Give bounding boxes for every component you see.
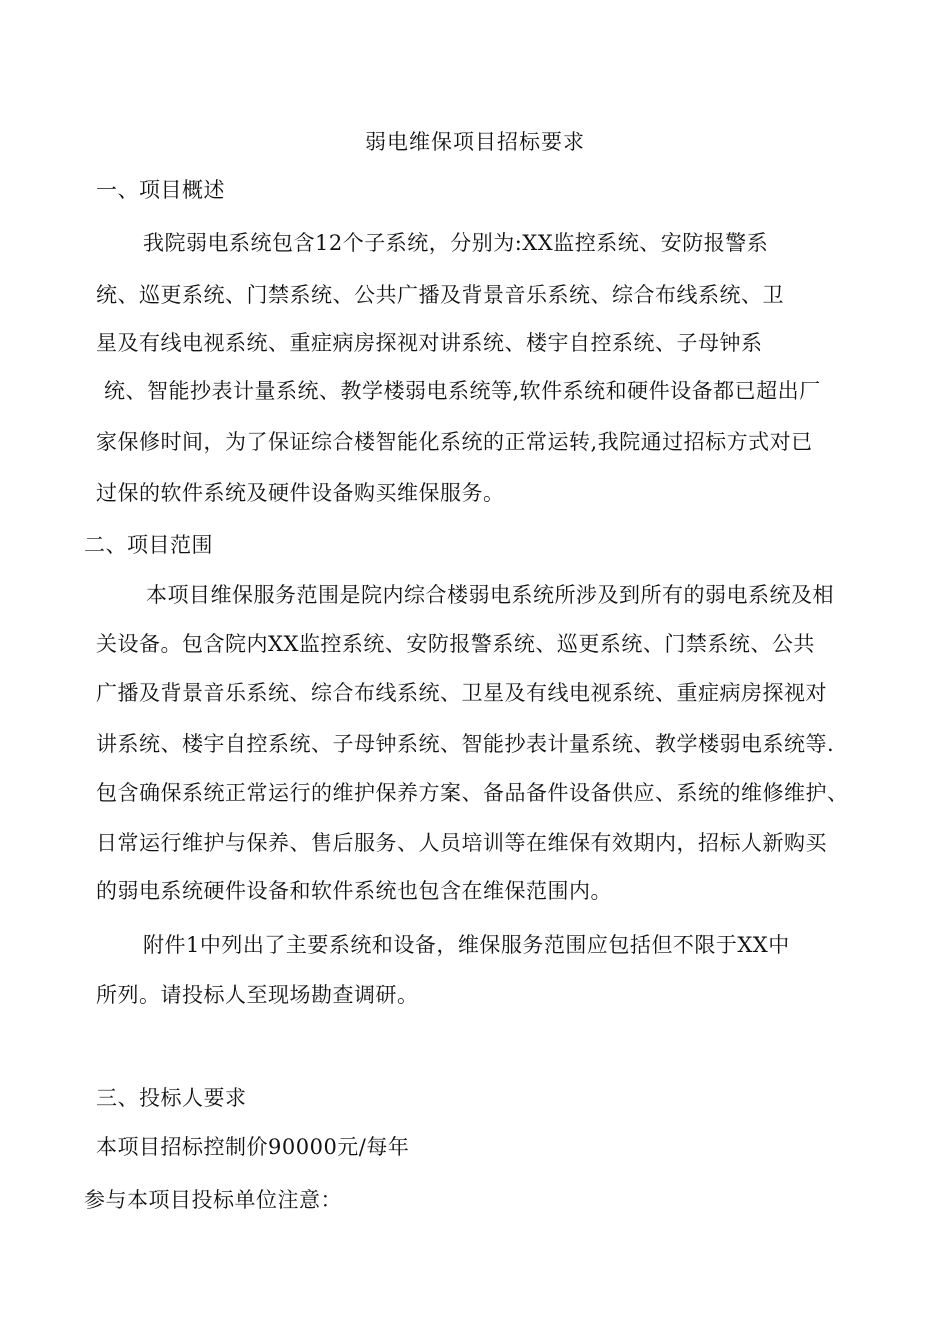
section2-line: 本项目维保服务范围是院内综合楼弱电系统所涉及到所有的弱电系统及相 [146,583,834,607]
notice-line: 参与本项目投标单位注意： [84,1188,342,1212]
section1-line: 星及有线电视系统、重症病房探视对讲系统、楼宇自控系统、子母钟系 [96,331,763,355]
section2-line: 包含确保系统正常运行的维护保养方案、备品备件设备供应、系统的维修维护、 [96,781,849,805]
document-title: 弱电维保项目招标要求 [365,130,585,154]
section2-line: 日常运行维护与保养、售后服务、人员培训等在维保有效期内，招标人新购买 [96,831,827,855]
section2-heading: 二、项目范围 [84,533,213,557]
section1-line: 家保修时间，为了保证综合楼智能化系统的正常运转,我院通过招标方式对已 [96,430,813,454]
section2-line: 广播及背景音乐系统、综合布线系统、卫星及有线电视系统、重症病房探视对 [96,681,827,705]
section2-line: 的弱电系统硬件设备和软件系统也包含在维保范围内。 [96,879,612,903]
section2-note-line: 附件1中列出了主要系统和设备，维保服务范围应包括但不限于XX中 [143,933,790,957]
section2-note-line: 所列。请投标人至现场勘查调研。 [96,983,419,1007]
section1-line: 统、巡更系统、门禁系统、公共广播及背景音乐系统、综合布线系统、卫 [96,283,784,307]
section1-line: 过保的软件系统及硬件设备购买维保服务。 [96,481,505,505]
section3-heading: 三、投标人要求 [96,1086,247,1110]
section2-line: 讲系统、楼宇自控系统、子母钟系统、智能抄表计量系统、教学楼弱电系统等. [96,732,835,756]
section2-line: 关设备。包含院内XX监控系统、安防报警系统、巡更系统、门禁系统、公共 [96,632,815,656]
section1-line: 我院弱电系统包含12个子系统，分别为:XX监控系统、安防报警系 [143,231,769,255]
price-line: 本项目招标控制价90000元/每年 [96,1135,410,1159]
section1-line: 统、智能抄表计量系统、教学楼弱电系统等,软件系统和硬件设备都已超出厂 [104,379,821,403]
section1-heading: 一、项目概述 [96,178,225,202]
